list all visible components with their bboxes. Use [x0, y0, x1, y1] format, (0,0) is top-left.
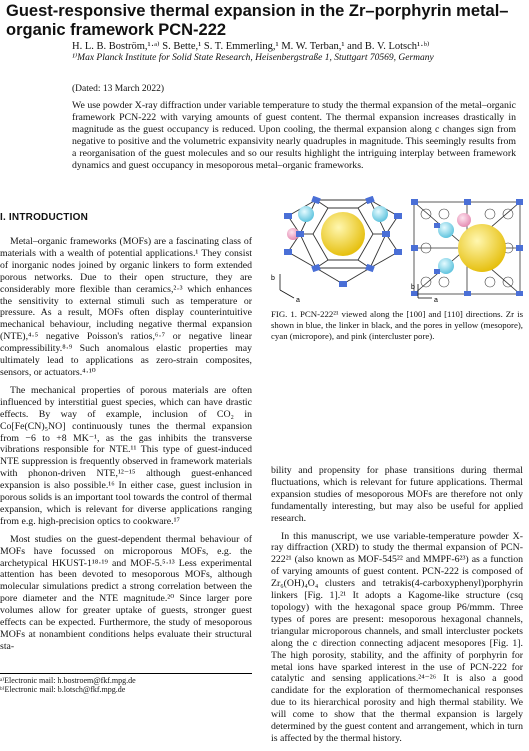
intro-paragraph-2: The mechanical properties of porous materials are often influenced by interstitial guest species, which can have drastic effects. By way of example, inclusion of CO₂ in Co[Fe(CN)₅NO] continuously tunes the thermal expansion from −6 to +8 MK⁻¹, as the gas inhibits the transverse vibrations responsible for NTE.¹¹ This type of guest-induced NTE suppression is frequently observed in framework materials with phonon-driven NTE,¹²⁻¹⁵ although guest-enhanced expansion is also possible.¹⁶ In either case, guest inclusion in porous solids is an important tool towards the control of thermal expansion, which is relevant for diverse applications ranging from e.g. high-precision optics to cookware.¹⁷	[0, 384, 252, 527]
micropore-sphere	[298, 206, 314, 222]
intro-paragraph-3: Most studies on the guest-dependent thermal behaviour of MOFs have focussed on microporous MOFs, e.g. the archetypical HKUST-1¹⁸·¹⁹ and MOF-5.⁵·¹³ Less experimental attention has been devoted to mesoporous MOFs, although molecular simulations predict a strong correlation between the pore diameter and the NTE magnitude.²⁰ Since larger pore volumes allow for greater uptake of guests, stronger guest effects can be expected. Furthermore, the study of mesoporous MOFs at nonambient conditions helps evaluate their structural sta-	[0, 533, 252, 652]
intercluster-pore-sphere	[457, 213, 471, 227]
structure-view-100	[271, 196, 402, 304]
footnote-b: ᵇ⁾Electronic mail: b.lotsch@fkf.mpg.de	[0, 685, 126, 694]
micropore-sphere	[438, 222, 454, 238]
left-column	[0, 236, 252, 659]
axis-label-b: b	[271, 275, 275, 282]
section-heading-introduction: I. INTRODUCTION	[0, 212, 88, 223]
date-line: (Dated: 13 March 2022)	[72, 84, 165, 94]
intro-paragraph-1: Metal–organic frameworks (MOFs) are a fascinating class of materials with a wealth of potential applications.¹ They consist of inorganic nodes joined by organic linkers to form extended porous networks. Due to their open structure, they are considerably more flexible than ceramics,²·³ which enhances the sensitivity to external stimuli such as temperature or pressure. As a result, MOFs often display counterintuitive mechanical behaviour, including negative thermal expansion (NTE),⁴·⁵ negative Poisson's ratios,⁶·⁷ or negative linear compressibility.⁸·⁹ Such anomalous elastic properties may ultimately lead to applications as zero-strain composites, sensors, or actuators.⁴·¹⁰	[0, 236, 252, 378]
micropore-sphere	[372, 206, 388, 222]
author-list: H. L. B. Boström,¹·ᵃ⁾ S. Bette,¹ S. T. Emmerling,¹ M. W. Terban,¹ and B. V. Lotsch¹·ᵇ⁾	[72, 41, 430, 52]
micropore-sphere	[438, 258, 454, 274]
axis-label-a: a	[434, 297, 438, 304]
abstract: We use powder X-ray diffraction under variable temperature to study the thermal expansion of the metal–organic framework PCN-222 with varying amounts of guest content. The thermal expansion increases drastically in magnitude as the guest occupancy is reduced. Upon cooling, the thermal expansion along c changes sign from negative to positive and the volumetric expansivity nearly quadruples in magnitude. This seemingly results from a reorganisation of the guest molecules and so our results highlight the intriguing interplay between framework dynamics and guest occupancy in mesoporous metal–organic frameworks.	[72, 100, 516, 172]
footnote-a: ᵃ⁾Electronic mail: h.bostroem@fkf.mpg.de	[0, 676, 136, 685]
mesopore-sphere	[458, 224, 506, 272]
structure-view-110	[411, 199, 523, 304]
paper-title: Guest-responsive thermal expansion in the Zr–porphyrin metal–organic framework PCN-222	[6, 2, 509, 39]
right-column	[271, 465, 523, 751]
mesopore-sphere	[321, 212, 365, 256]
figure-1-structure-views	[268, 196, 526, 304]
axis-label-b: b	[411, 284, 415, 291]
intro-paragraph-4: In this manuscript, we use variable-temperature powder X-ray diffraction (XRD) to study the thermal expansion of PCN-222²¹ (also known as MOF-545²² and MMPF-6²³) as a function of varying amounts of guest content. PCN-222 is composed of Zr₆(OH)₄O₄ clusters and tetrakis(4-carboxyphenyl)porphyrin linkers [Fig. 1].²¹ It adopts a Kagome-like structure (csq topology) with the hexagonal space group P6/mmm. Three types of pores are present: mesoporous hexagonal channels, triangular microporous channels, and small intercluster pockets along the c direction connecting adjacent mesopores [Fig. 1]. The high porosity, stability, and the affinity of porphyrin for metal ions have sparked interest in the use of PCN-222 for catalytic and sensing applications.²⁴⁻²⁶ It is also a good candidate for the exploration of thermomechanical responses due to its hierarchical porosity and high thermal stability. We will come to show that the thermal expansion is largely determined by the guest content and arrangement, which in turn is affected by the thermal history.	[271, 530, 523, 744]
footnotes	[0, 673, 252, 694]
intro-paragraph-continued: bility and propensity for phase transitions during thermal fluctuations, which is relevant for future applications. Thermal expansion studies of mesoporous MOFs are therefore not only fundamentally interesting, but may also be useful for applied research.	[271, 465, 523, 524]
axis-label-a: a	[296, 297, 300, 304]
affiliation: ¹⁾Max Planck Institute for Solid State Research, Heisenbergstraße 1, Stuttgart 70569, Germany	[72, 53, 434, 63]
figure-1-caption: FIG. 1. PCN-222²¹ viewed along the [100] and [110] directions. Zr is shown in blue, the linker in black, and the pores in yellow (mesopore), cyan (micropore), and pink (intercluster pore).	[271, 309, 523, 341]
